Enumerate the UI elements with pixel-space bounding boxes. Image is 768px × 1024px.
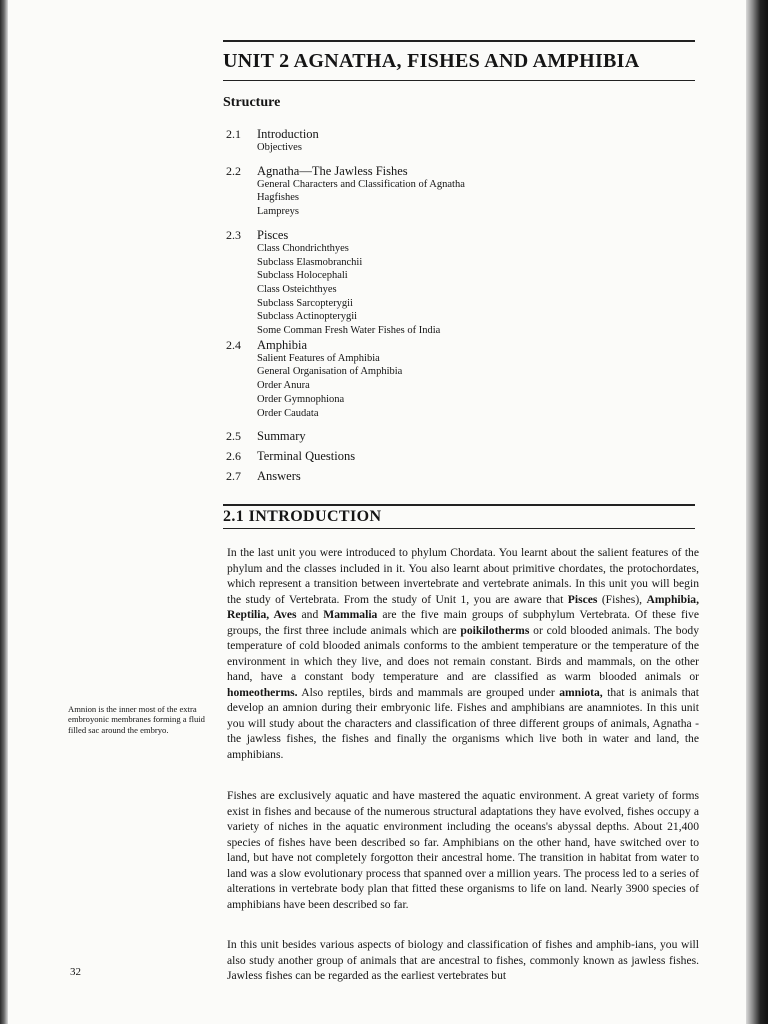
toc-entry xyxy=(226,449,686,463)
scan-edge-right xyxy=(746,0,768,1024)
toc-number: 2.3 xyxy=(226,227,241,242)
toc-subitem: Objectives xyxy=(257,142,302,153)
toc-subitem: Lampreys xyxy=(257,206,299,218)
toc-subitem: Some Comman Fresh Water Fishes of India xyxy=(257,325,441,337)
section-rule-top xyxy=(223,504,695,506)
toc-number: 2.7 xyxy=(226,469,241,484)
toc-subitem: Salient Features of Amphibia xyxy=(257,352,380,364)
section-heading: 2.1 INTRODUCTION xyxy=(223,508,382,525)
toc-subitem: Subclass Sarcopterygii xyxy=(257,297,353,309)
text-run: or cold blooded animals. The body temperature of cold blooded animals conforms to the ambient temperature or the temperature of the environment in which they live, and does not remain constant. Birds and mammals, on the other hand, have a constant body temperature and are classified as warm blooded animals or xyxy=(227,623,699,683)
term-homeotherms: homeotherms. xyxy=(227,685,298,699)
text-run: are the five main groups of subphylum Vertebrata. Of these five groups, the first three include animals which are xyxy=(227,608,699,637)
toc-number: 2.1 xyxy=(226,127,241,141)
toc-subitem: Order Anura xyxy=(257,380,310,392)
intro-paragraph-3: In this unit besides various aspects of biology and classification of fishes and amphib-ians, you will also study another group of animals that are ancestral to fishes, commonly known as jawless fishes. Jawless fishes can be regarded as the earliest vertebrates but xyxy=(227,938,699,982)
toc-entry xyxy=(226,228,686,338)
toc-subitem: Order Gymnophiona xyxy=(257,393,345,405)
term-poikilotherms: poikilotherms xyxy=(460,623,530,637)
title-rule-bottom xyxy=(223,80,695,81)
title-rule-top xyxy=(223,40,695,42)
text-run: In the last unit you were introduced to phylum Chordata. You learnt about the salient features of the phylum and the classes included in it. You also learnt about primitive chordates, the protochordates, which represent a transition between invertebrate and vertebrate animals. In this unit you will begin the study of Vertebrata. From the study of Unit 1, you are aware that xyxy=(227,546,699,606)
text-run: Also reptiles, birds and mammals are grouped under xyxy=(297,685,560,699)
toc-subsections xyxy=(257,178,686,219)
margin-note: Amnion is the inner most of the extra embroyonic membranes forming a fluid filled sac around the embryo. xyxy=(68,704,205,735)
intro-paragraph-1 xyxy=(227,545,699,762)
term-pisces: Pisces xyxy=(567,592,598,606)
intro-paragraph-2: Fishes are exclusively aquatic and have mastered the aquatic environment. A great variety of forms exist in fishes and because of the numerous structural adaptations they have evolved, fishes occupy a variety of niches in the aquatic environment including the oceans's abyssal depths. About 21,400 species of fishes have been described so far. Amphibians on the other hand, have switched over to land, but have not completely forgotton their ancestral home. The transition in habitat from water to land was a slow evolutionary process that spanned over a million years. The process led to a series of alterations in vertebrate body plan that fitted these organisms to life on land. Nearly 3900 species of amphibians have been described so far. xyxy=(227,789,699,911)
toc-title: Answers xyxy=(257,469,301,484)
toc-subitem: General Organisation of Amphibia xyxy=(257,366,403,378)
scan-edge-left xyxy=(0,0,8,1024)
text-run: and xyxy=(296,608,324,621)
toc-subitem: Subclass Actinopterygii xyxy=(257,311,358,323)
toc-subsections xyxy=(257,352,686,421)
toc-number: 2.4 xyxy=(226,337,241,352)
term-mammalia: Mammalia xyxy=(323,608,378,621)
toc-title: Terminal Questions xyxy=(257,449,356,464)
text-run: that is animals that develop an amnion during their embryonic life. Fishes and amphibians are anamniotes. In this unit you will study about the characters and classification of three different groups of animals, Agnatha - the jawless fishes, the fishes and finally the organisms which live both in water and land, the amphibians. xyxy=(227,685,699,761)
toc-title: Amphibia xyxy=(257,337,307,352)
toc-subitem: Subclass Holocephali xyxy=(257,270,348,282)
toc-subitem: Hagfishes xyxy=(257,192,299,204)
toc-entry xyxy=(226,469,686,483)
toc-subitem: Class Osteichthyes xyxy=(257,283,337,295)
toc-title: Introduction xyxy=(257,127,319,141)
toc-subitem: General Characters and Classification of Agnatha xyxy=(257,178,465,190)
toc-subsections xyxy=(257,141,686,155)
toc-entry xyxy=(226,127,686,155)
table-of-contents xyxy=(226,127,686,483)
toc-title: Agnatha—The Jawless Fishes xyxy=(257,163,408,178)
toc-entry xyxy=(226,164,686,219)
toc-subitem: Order Caudata xyxy=(257,407,319,419)
toc-subitem: Subclass Elasmobranchii xyxy=(257,256,363,268)
toc-subitem: Class Chondrichthyes xyxy=(257,242,349,254)
toc-entry xyxy=(226,429,686,443)
toc-number: 2.6 xyxy=(226,449,241,464)
unit-title: UNIT 2 AGNATHA, FISHES AND AMPHIBIA xyxy=(223,50,640,72)
page-number: 32 xyxy=(70,966,81,978)
toc-number: 2.5 xyxy=(226,429,241,444)
toc-subsections xyxy=(257,242,686,338)
toc-number: 2.2 xyxy=(226,163,241,178)
term-groups: Amphibia, Reptilia, Aves xyxy=(227,592,699,621)
text-run: (Fishes), xyxy=(597,592,647,606)
toc-entry xyxy=(226,338,686,421)
structure-heading: Structure xyxy=(223,95,281,110)
toc-title: Pisces xyxy=(257,227,289,242)
term-amniota: amniota, xyxy=(559,685,603,699)
toc-title: Summary xyxy=(257,429,306,444)
section-rule-bottom xyxy=(223,528,695,529)
